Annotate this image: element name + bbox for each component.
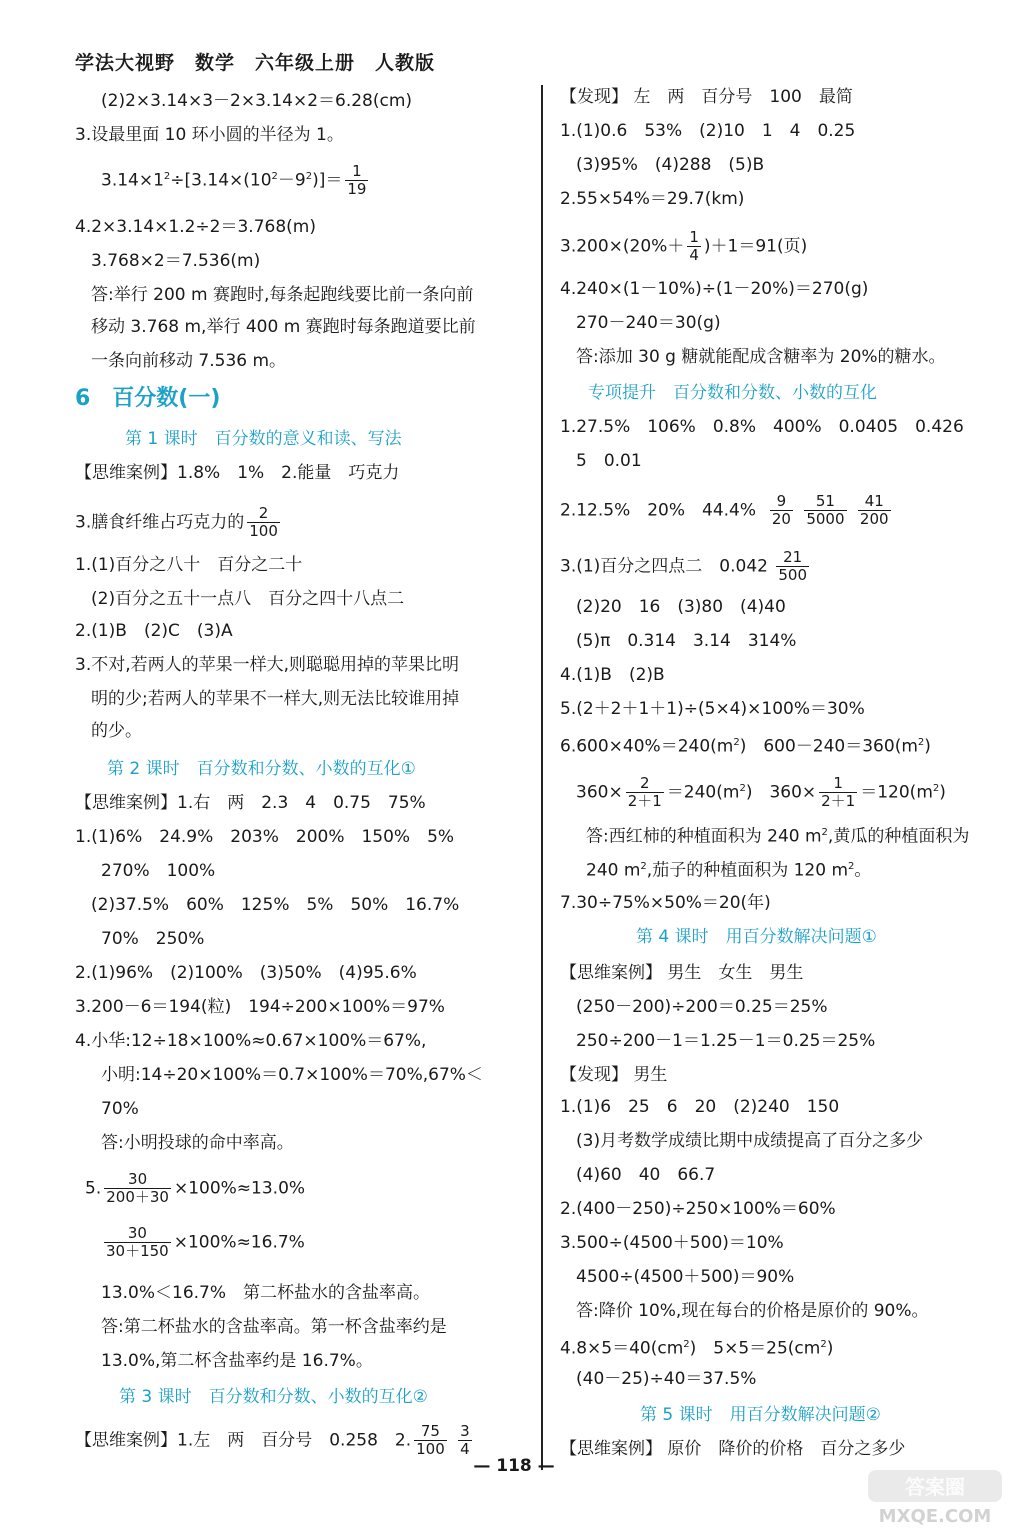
answer-line: 4.2×3.14×1.2÷2＝3.768(m) xyxy=(75,217,316,237)
answer-line: 1.(1)百分之八十 百分之二十 xyxy=(75,555,303,575)
answer-line: 1.(1)6% 24.9% 203% 200% 150% 5% xyxy=(75,827,455,847)
answer-line: 3.设最里面 10 环小圆的半径为 1。 xyxy=(75,125,344,145)
answer-line: 70% xyxy=(101,1099,139,1119)
answer-line: $6.600\times 40\%=240(m^2)$ $600-240=360(m^2)$ xyxy=(560,736,931,757)
answer-line: 3.500÷(4500＋500)＝10% xyxy=(560,1233,784,1253)
lesson-title: 第 1 课时 百分数的意义和读、写法 xyxy=(125,429,402,449)
section-title: 6 百分数(一) xyxy=(75,386,221,411)
fraction: $\frac{21}{500}$ xyxy=(778,548,808,584)
answer-line: (4)60 40 66.7 xyxy=(576,1165,716,1185)
answer-line: 3.不对,若两人的苹果一样大,则聪聪用掉的苹果比明 xyxy=(75,655,460,675)
answer-line: (5)π 0.314 3.14 314% xyxy=(576,631,797,651)
answer-line-with-fraction: 360× $\frac{2}{2+1}$ $=240(m^2)$ 360× $\frac{1}{2+1}$ $=120(m^2)$ xyxy=(576,774,946,810)
answer-line: 的少。 xyxy=(91,721,142,741)
watermark-logo xyxy=(860,1466,1010,1528)
answer-line: 答:第二杯盐水的含盐率高。第一杯含盐率约是 xyxy=(101,1317,447,1337)
answer-line-with-fraction: 2.12.5% 20% 44.4% $\frac{9}{20}$ $\frac{51}{5000}$ $\frac{41}{200}$ xyxy=(560,492,889,528)
answer-line: 70% 250% xyxy=(101,929,205,949)
answer-line: (40－25)÷40＝37.5% xyxy=(576,1369,757,1389)
lesson-title: 第 3 课时 百分数和分数、小数的互化② xyxy=(119,1387,428,1407)
fraction: $\frac{75}{100}$ xyxy=(416,1422,445,1458)
answer-line: 3.768×2＝7.536(m) xyxy=(91,251,261,271)
fraction: $\frac{2}{2+1}$ xyxy=(627,774,662,810)
column-divider xyxy=(541,85,543,1470)
answer-line: 2.55×54%＝29.7(km) xyxy=(560,189,745,209)
svg-text:MXQE.COM: MXQE.COM xyxy=(878,1506,992,1527)
fraction: $\frac{41}{200}$ xyxy=(859,492,889,528)
fraction: $\frac{2}{100}$ xyxy=(249,504,278,540)
answer-line: 2.(1)B (2)C (3)A xyxy=(75,621,233,641)
lesson-title: 第 4 课时 用百分数解决问题① xyxy=(636,927,877,947)
answer-line: (2)百分之五十一点八 百分之四十八点二 xyxy=(91,589,405,609)
answer-line-with-fraction: 【思维案例】1.左 两 百分号 0.258 2. $\frac{75}{100}$ $\frac{3}{4}$ xyxy=(75,1422,470,1458)
fraction: $\frac{1}{4}$ xyxy=(689,228,699,264)
answer-line: 1.27.5% 106% 0.8% 400% 0.0405 0.426 xyxy=(560,417,964,437)
answer-line-with-fraction: 5. $\frac{30}{200+30}$ ×100%≈13.0% xyxy=(85,1170,306,1206)
answer-line: 2.(400－250)÷250×100%＝60% xyxy=(560,1199,836,1219)
answer-line: 1.(1)6 25 6 20 (2)240 150 xyxy=(560,1097,840,1117)
answer-line: 明的少;若两人的苹果不一样大,则无法比较谁用掉 xyxy=(91,689,460,709)
answer-line: $4.8\times 5=40(cm^2)$ $5\times 5=25(cm^2)$ xyxy=(560,1338,834,1359)
answer-line: 1.(1)0.6 53% (2)10 1 4 0.25 xyxy=(560,121,856,141)
answer-line: 240 $m^2$,茄子的种植面积为 120 $m^2$。 xyxy=(586,860,872,881)
fraction: $\frac{1}{2+1}$ xyxy=(821,774,856,810)
answer-line: 答:举行 200 m 赛跑时,每条起跑线要比前一条向前 xyxy=(91,285,474,305)
answer-line: (3)月考数学成绩比期中成绩提高了百分之多少 xyxy=(576,1131,924,1151)
answer-line: 答:添加 30 g 糖就能配成含糖率为 20%的糖水。 xyxy=(576,347,946,367)
page-number: — 118 — xyxy=(473,1456,555,1476)
answer-line: 【思维案例】1.右 两 2.3 4 0.75 75% xyxy=(75,793,426,813)
answer-line: 5.(2＋2＋1＋1)÷(5×4)×100%＝30% xyxy=(560,699,865,719)
answer-line: 【发现】 男生 xyxy=(560,1065,668,1085)
answer-line: 7.30÷75%×50%＝20(年) xyxy=(560,893,771,913)
answer-line: 250÷200－1＝1.25－1＝0.25＝25% xyxy=(576,1031,876,1051)
page-header: 学法大视野 数学 六年级上册 人教版 xyxy=(75,52,436,74)
answer-line-with-fraction: 3.膳食纤维占巧克力的 $\frac{2}{100}$ xyxy=(75,504,278,540)
fraction: $\frac{51}{5000}$ xyxy=(806,492,845,528)
answer-line-with-fraction: $3.14\times 1^2\div[3.14\times(10^2-9^2)]=$ $\frac{1}{19}$ xyxy=(101,162,367,198)
fraction: $\frac{30}{30+150}$ xyxy=(106,1224,169,1260)
answer-line: 2.(1)96% (2)100% (3)50% (4)95.6% xyxy=(75,963,417,983)
answer-line: (2)37.5% 60% 125% 5% 50% 16.7% xyxy=(91,895,460,915)
answer-line: (250－200)÷200＝0.25＝25% xyxy=(576,997,828,1017)
answer-line: 【思维案例】 男生 女生 男生 xyxy=(560,963,804,983)
answer-line: 4500÷(4500＋500)＝90% xyxy=(576,1267,795,1287)
fraction: $\frac{1}{19}$ xyxy=(347,162,367,198)
answer-line: 13.0%,第二杯含盐率约是 16.7%。 xyxy=(101,1351,373,1371)
lesson-title: 第 2 课时 百分数和分数、小数的互化① xyxy=(107,759,416,779)
answer-line: 4.(1)B (2)B xyxy=(560,665,665,685)
answer-line: 13.0%＜16.7% 第二杯盐水的含盐率高。 xyxy=(101,1283,431,1303)
answer-line: 小明:14÷20×100%＝0.7×100%＝70%,67%＜ xyxy=(101,1065,483,1085)
answer-line: 270－240＝30(g) xyxy=(576,313,721,333)
svg-text:答案圈: 答案圈 xyxy=(905,1475,965,1499)
answer-line: (3)95% (4)288 (5)B xyxy=(576,155,765,175)
answer-line: 答:小明投球的命中率高。 xyxy=(101,1133,294,1153)
answer-line: 4.240×(1－10%)÷(1－20%)＝270(g) xyxy=(560,279,869,299)
answer-line-with-fraction: $\frac{30}{30+150}$ ×100%≈16.7% xyxy=(106,1224,305,1260)
answer-line: 【思维案例】 原价 降价的价格 百分之多少 xyxy=(560,1439,906,1459)
answer-line: (2)20 16 (3)80 (4)40 xyxy=(576,597,786,617)
answer-line-with-fraction: 3.(1)百分之四点二 0.042 $\frac{21}{500}$ xyxy=(560,548,808,584)
section-subtitle: 专项提升 百分数和分数、小数的互化 xyxy=(588,383,877,403)
fraction: $\frac{3}{4}$ xyxy=(460,1422,470,1458)
lesson-title: 第 5 课时 用百分数解决问题② xyxy=(640,1405,881,1425)
answer-line: 5 0.01 xyxy=(576,451,642,471)
answer-line: 一条向前移动 7.536 m。 xyxy=(91,351,287,371)
answer-line-with-fraction: 3.200×(20%＋ $\frac{1}{4}$ )＋1＝91(页) xyxy=(560,228,808,264)
answer-line: 3.200－6＝194(粒) 194÷200×100%＝97% xyxy=(75,997,445,1017)
answer-line: 4.小华:12÷18×100%≈0.67×100%＝67%, xyxy=(75,1031,427,1051)
answer-line: 答:西红柿的种植面积为 240 $m^2$,黄瓜的种植面积为 xyxy=(586,826,970,847)
answer-line: 移动 3.768 m,举行 400 m 赛跑时每条跑道要比前 xyxy=(91,317,476,337)
fraction: $\frac{9}{20}$ xyxy=(771,492,791,528)
answer-line: 【思维案例】1.8% 1% 2.能量 巧克力 xyxy=(75,463,400,483)
answer-line: (2)2×3.14×3－2×3.14×2＝6.28(cm) xyxy=(101,91,413,111)
answer-line: 【发现】 左 两 百分号 100 最简 xyxy=(560,87,853,107)
fraction: $\frac{30}{200+30}$ xyxy=(106,1170,169,1206)
answer-line: 270% 100% xyxy=(101,861,216,881)
answer-line: 答:降价 10%,现在每台的价格是原价的 90%。 xyxy=(576,1301,929,1321)
